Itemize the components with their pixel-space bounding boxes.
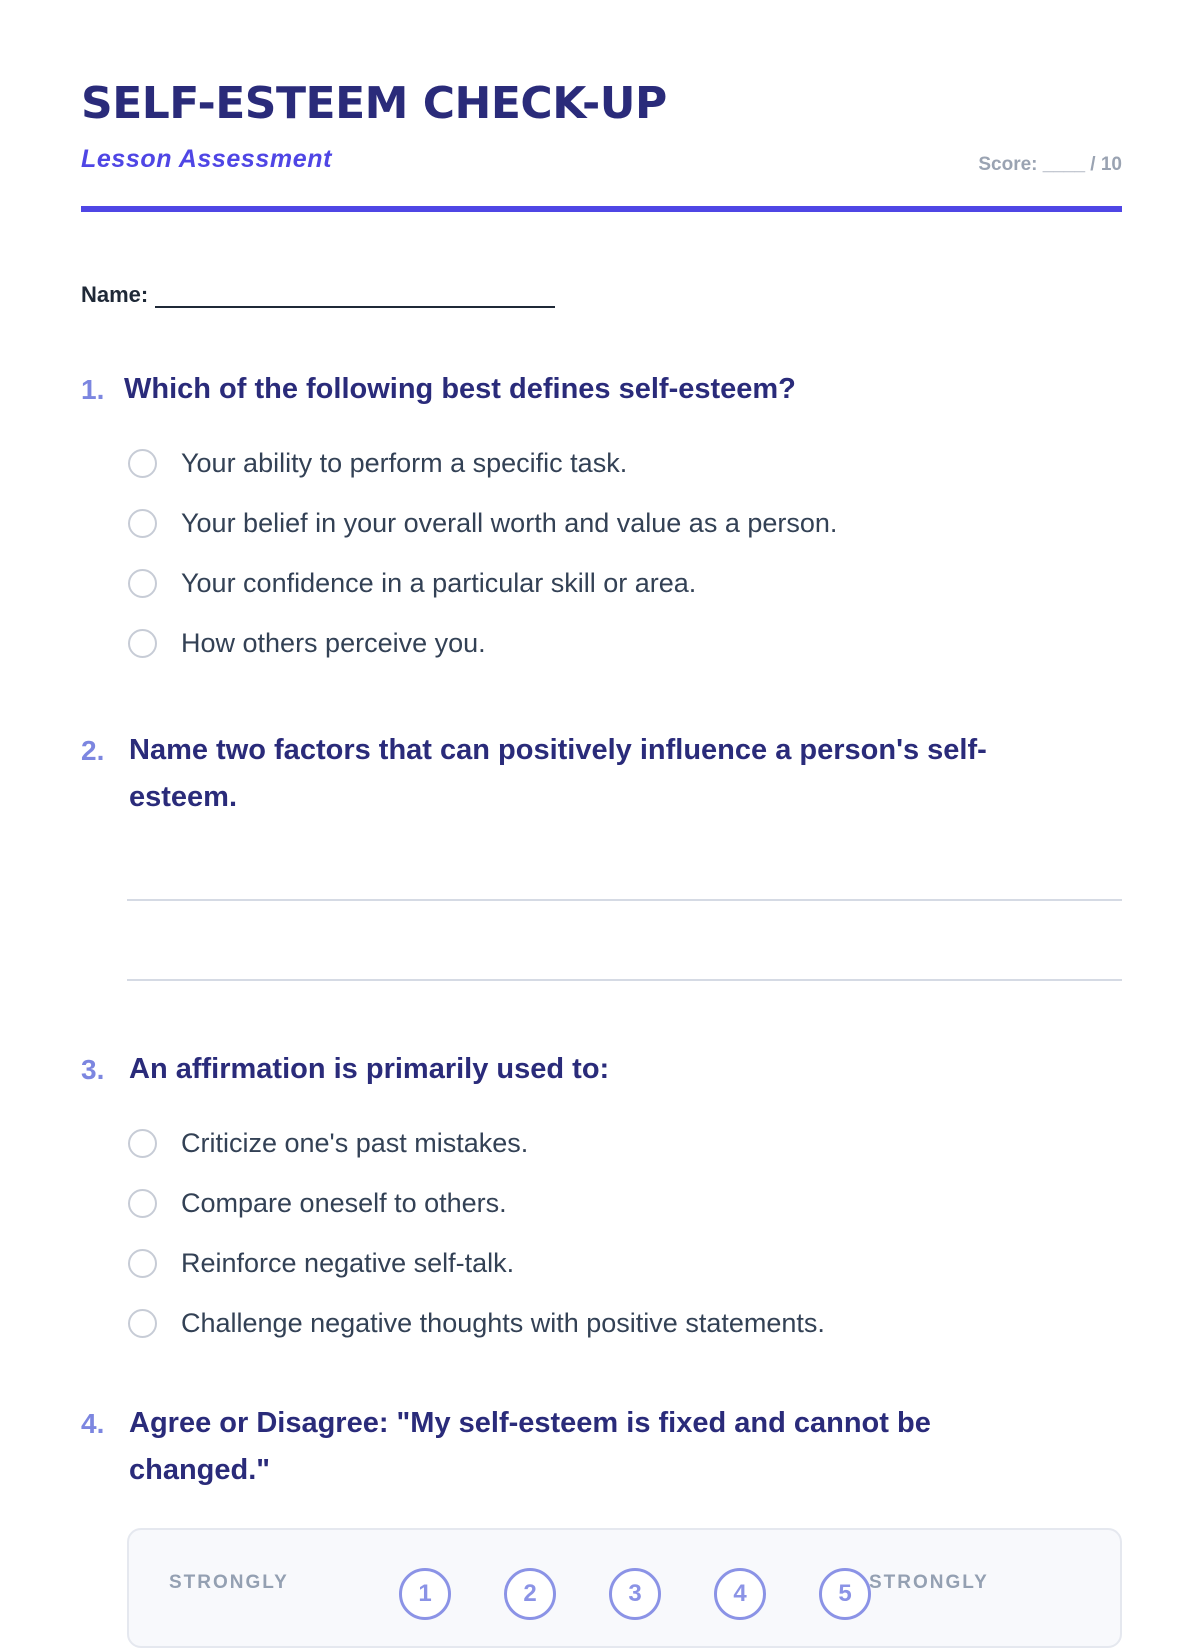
option-3a[interactable] <box>128 1113 1122 1173</box>
option-3d[interactable] <box>128 1293 1122 1353</box>
agreement-scale <box>127 1528 1122 1648</box>
option-3b[interactable] <box>128 1173 1122 1233</box>
question-text: Name two factors that can positively influence a person's self-esteem. <box>129 734 987 813</box>
option-1c[interactable] <box>128 553 1122 613</box>
radio-button[interactable] <box>128 509 157 538</box>
page-title: SELF-ESTEEM CHECK-UP <box>81 78 667 129</box>
radio-button[interactable] <box>128 1309 157 1338</box>
radio-button[interactable] <box>128 449 157 478</box>
option-1a[interactable] <box>128 433 1122 493</box>
option-list <box>128 433 1122 673</box>
page-subtitle: Lesson Assessment <box>81 145 333 173</box>
question-number: 1. <box>81 374 105 405</box>
header-divider <box>81 206 1122 212</box>
name-input-line[interactable] <box>155 284 555 308</box>
question-1 <box>81 366 1122 673</box>
radio-button[interactable] <box>128 629 157 658</box>
option-label: Compare oneself to others. <box>181 1187 507 1218</box>
option-label: Challenge negative thoughts with positive statements. <box>181 1307 825 1338</box>
option-label: Your confidence in a particular skill or area. <box>181 567 697 598</box>
question-text: An affirmation is primarily used to: <box>129 1053 610 1085</box>
question-2 <box>81 727 1122 987</box>
scale-right-label: STRONGLY <box>869 1572 989 1593</box>
question-4 <box>81 1400 1122 1494</box>
name-field <box>81 282 555 308</box>
scale-option-2[interactable]: 2 <box>504 1568 556 1620</box>
scale-left-label: STRONGLY <box>169 1572 289 1593</box>
score-field: Score: ____ / 10 <box>978 154 1122 175</box>
radio-button[interactable] <box>128 1189 157 1218</box>
option-list <box>128 1113 1122 1353</box>
question-text: Agree or Disagree: "My self-esteem is fixed and cannot be changed." <box>129 1407 931 1486</box>
scale-option-4[interactable]: 4 <box>714 1568 766 1620</box>
scale-option-5[interactable]: 5 <box>819 1568 871 1620</box>
question-number: 3. <box>81 1054 105 1085</box>
question-3 <box>81 1046 1122 1353</box>
question-number: 4. <box>81 1408 105 1439</box>
question-number: 2. <box>81 735 105 766</box>
answer-line-1[interactable] <box>127 899 1122 901</box>
question-text: Which of the following best defines self-esteem? <box>124 373 796 405</box>
radio-button[interactable] <box>128 569 157 598</box>
radio-button[interactable] <box>128 1249 157 1278</box>
scale-option-1[interactable]: 1 <box>399 1568 451 1620</box>
option-1d[interactable] <box>128 613 1122 673</box>
option-label: Your ability to perform a specific task. <box>181 447 628 478</box>
name-label: Name: <box>81 282 149 307</box>
answer-line-2[interactable] <box>127 979 1122 981</box>
option-label: Your belief in your overall worth and value as a person. <box>181 507 838 538</box>
radio-button[interactable] <box>128 1129 157 1158</box>
option-label: Criticize one's past mistakes. <box>181 1127 529 1158</box>
worksheet-page <box>81 0 1122 1607</box>
option-label: How others perceive you. <box>181 627 486 658</box>
option-1b[interactable] <box>128 493 1122 553</box>
option-label: Reinforce negative self-talk. <box>181 1247 515 1278</box>
option-3c[interactable] <box>128 1233 1122 1293</box>
scale-option-3[interactable]: 3 <box>609 1568 661 1620</box>
